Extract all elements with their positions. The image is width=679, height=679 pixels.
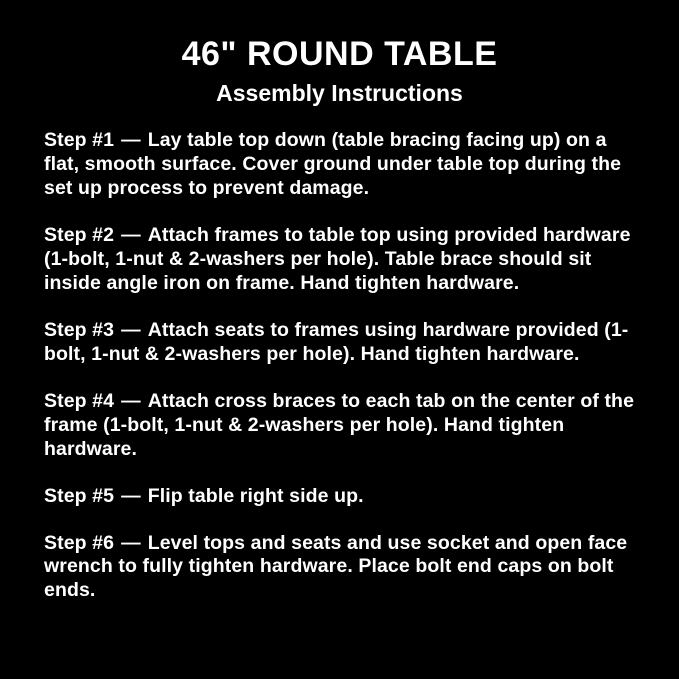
step-paragraph-2 — [44, 224, 635, 296]
step-paragraph-1 — [44, 129, 635, 201]
step-text: Level tops and seats and use socket and open face wrench to fully tighten hardware. Place bolt end caps on bolt ends. — [44, 531, 628, 602]
step-label: Step #3 — [44, 318, 115, 341]
step-dash: — — [121, 531, 141, 554]
step-dash: — — [121, 389, 141, 412]
step-label: Step #2 — [44, 223, 115, 246]
step-dash: — — [121, 318, 141, 341]
step-text: Lay table top down (table bracing facing up) on a flat, smooth surface. Cover ground under table top during the set up process to prevent damage. — [44, 128, 622, 199]
step-dash: — — [121, 484, 141, 507]
step-text: Attach frames to table top using provided hardware (1-bolt, 1-nut & 2-washers per hole). Table brace should sit inside angle iron on frame. Hand tighten hardware. — [44, 223, 631, 294]
step-text: Flip table right side up. — [147, 484, 364, 507]
step-paragraph-4 — [44, 390, 635, 462]
step-dash: — — [121, 223, 141, 246]
header — [44, 36, 635, 107]
step-paragraph-5 — [44, 485, 635, 509]
steps-list — [44, 129, 635, 604]
step-label: Step #5 — [44, 484, 115, 507]
step-paragraph-6 — [44, 532, 635, 604]
step-paragraph-3 — [44, 319, 635, 367]
page-subtitle: Assembly Instructions — [216, 80, 463, 107]
step-label: Step #6 — [44, 531, 115, 554]
step-label: Step #1 — [44, 128, 115, 151]
page-title: 46" ROUND TABLE — [181, 35, 498, 73]
step-label: Step #4 — [44, 389, 115, 412]
step-dash: — — [121, 128, 141, 151]
step-text: Attach seats to frames using hardware provided (1-bolt, 1-nut & 2-washers per hole). Hand tighten hardware. — [44, 318, 629, 365]
step-text: Attach cross braces to each tab on the center of the frame (1-bolt, 1-nut & 2-washers per hole). Hand tighten hardware. — [44, 389, 635, 460]
